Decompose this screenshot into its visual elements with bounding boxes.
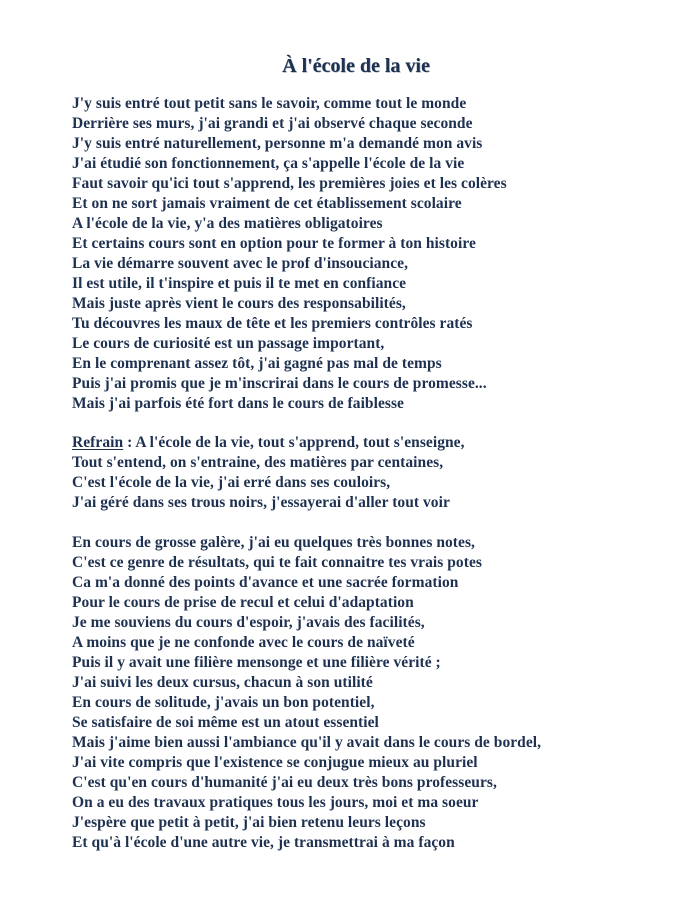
- verse-line: A moins que je ne confonde avec le cours de naïveté: [72, 634, 415, 651]
- verse-line: En cours de solitude, j'avais un bon potentiel,: [72, 694, 375, 711]
- verse-line: En le comprenant assez tôt, j'ai gagné pas mal de temps: [72, 355, 442, 372]
- verse-2: [72, 533, 541, 853]
- chorus-line: C'est l'école de la vie, j'ai erré dans ses couloirs,: [72, 474, 391, 491]
- verse-line: Le cours de curiosité est un passage important,: [72, 335, 385, 352]
- verse-line: Ca m'a donné des points d'avance et une sacrée formation: [72, 574, 459, 591]
- chorus-first-line-text: : A l'école de la vie, tout s'apprend, tout s'enseigne,: [123, 434, 465, 451]
- verse-line: Mais j'ai parfois été fort dans le cours de faiblesse: [72, 395, 404, 412]
- verse-line: Puis il y avait une filière mensonge et une filière vérité ;: [72, 654, 441, 671]
- verse-line: Faut savoir qu'ici tout s'apprend, les premières joies et les colères: [72, 175, 507, 192]
- verse-line: Puis j'ai promis que je m'inscrirai dans le cours de promesse...: [72, 375, 487, 392]
- verse-line: J'ai étudié son fonctionnement, ça s'appelle l'école de la vie: [72, 155, 465, 172]
- verse-line: Et certains cours sont en option pour te former à ton histoire: [72, 235, 476, 252]
- verse-line: Pour le cours de prise de recul et celui d'adaptation: [72, 594, 414, 611]
- verse-line: La vie démarre souvent avec le prof d'insouciance,: [72, 255, 409, 272]
- verse-line: Derrière ses murs, j'ai grandi et j'ai observé chaque seconde: [72, 115, 473, 132]
- verse-line: Mais j'aime bien aussi l'ambiance qu'il y avait dans le cours de bordel,: [72, 734, 542, 751]
- verse-1: [72, 94, 507, 414]
- verse-line: En cours de grosse galère, j'ai eu quelques très bonnes notes,: [72, 534, 475, 551]
- verse-line: Et qu'à l'école d'une autre vie, je transmettrai à ma façon: [72, 834, 455, 851]
- verse-line: C'est qu'en cours d'humanité j'ai eu deux très bons professeurs,: [72, 774, 497, 791]
- verse-line: J'y suis entré naturellement, personne m'a demandé mon avis: [72, 135, 483, 152]
- verse-line: Il est utile, il t'inspire et puis il te met en confiance: [72, 275, 407, 292]
- chorus-first-line: [72, 433, 465, 453]
- chorus-line: Tout s'entend, on s'entraine, des matières par centaines,: [72, 454, 444, 471]
- chorus-line: J'ai géré dans ses trous noirs, j'essayerai d'aller tout voir: [72, 494, 450, 511]
- verse-line: A l'école de la vie, y'a des matières obligatoires: [72, 215, 383, 232]
- verse-line: On a eu des travaux pratiques tous les jours, moi et ma soeur: [72, 794, 479, 811]
- verse-line: J'espère que petit à petit, j'ai bien retenu leurs leçons: [72, 814, 426, 831]
- verse-line: J'ai suivi les deux cursus, chacun à son utilité: [72, 674, 373, 691]
- verse-line: C'est ce genre de résultats, qui te fait connaitre tes vrais potes: [72, 554, 482, 571]
- verse-line: Je me souviens du cours d'espoir, j'avais des facilités,: [72, 614, 425, 631]
- verse-line: Se satisfaire de soi même est un atout essentiel: [72, 714, 379, 731]
- verse-line: Et on ne sort jamais vraiment de cet établissement scolaire: [72, 195, 462, 212]
- chorus: [72, 433, 465, 513]
- refrain-label: Refrain: [72, 434, 124, 451]
- verse-line: Tu découvres les maux de tête et les premiers contrôles ratés: [72, 315, 473, 332]
- poem-title: À l'école de la vie: [282, 55, 430, 77]
- verse-line: Mais juste après vient le cours des responsabilités,: [72, 295, 406, 312]
- verse-line: J'ai vite compris que l'existence se conjugue mieux au pluriel: [72, 754, 478, 771]
- verse-line: J'y suis entré tout petit sans le savoir, comme tout le monde: [72, 95, 467, 112]
